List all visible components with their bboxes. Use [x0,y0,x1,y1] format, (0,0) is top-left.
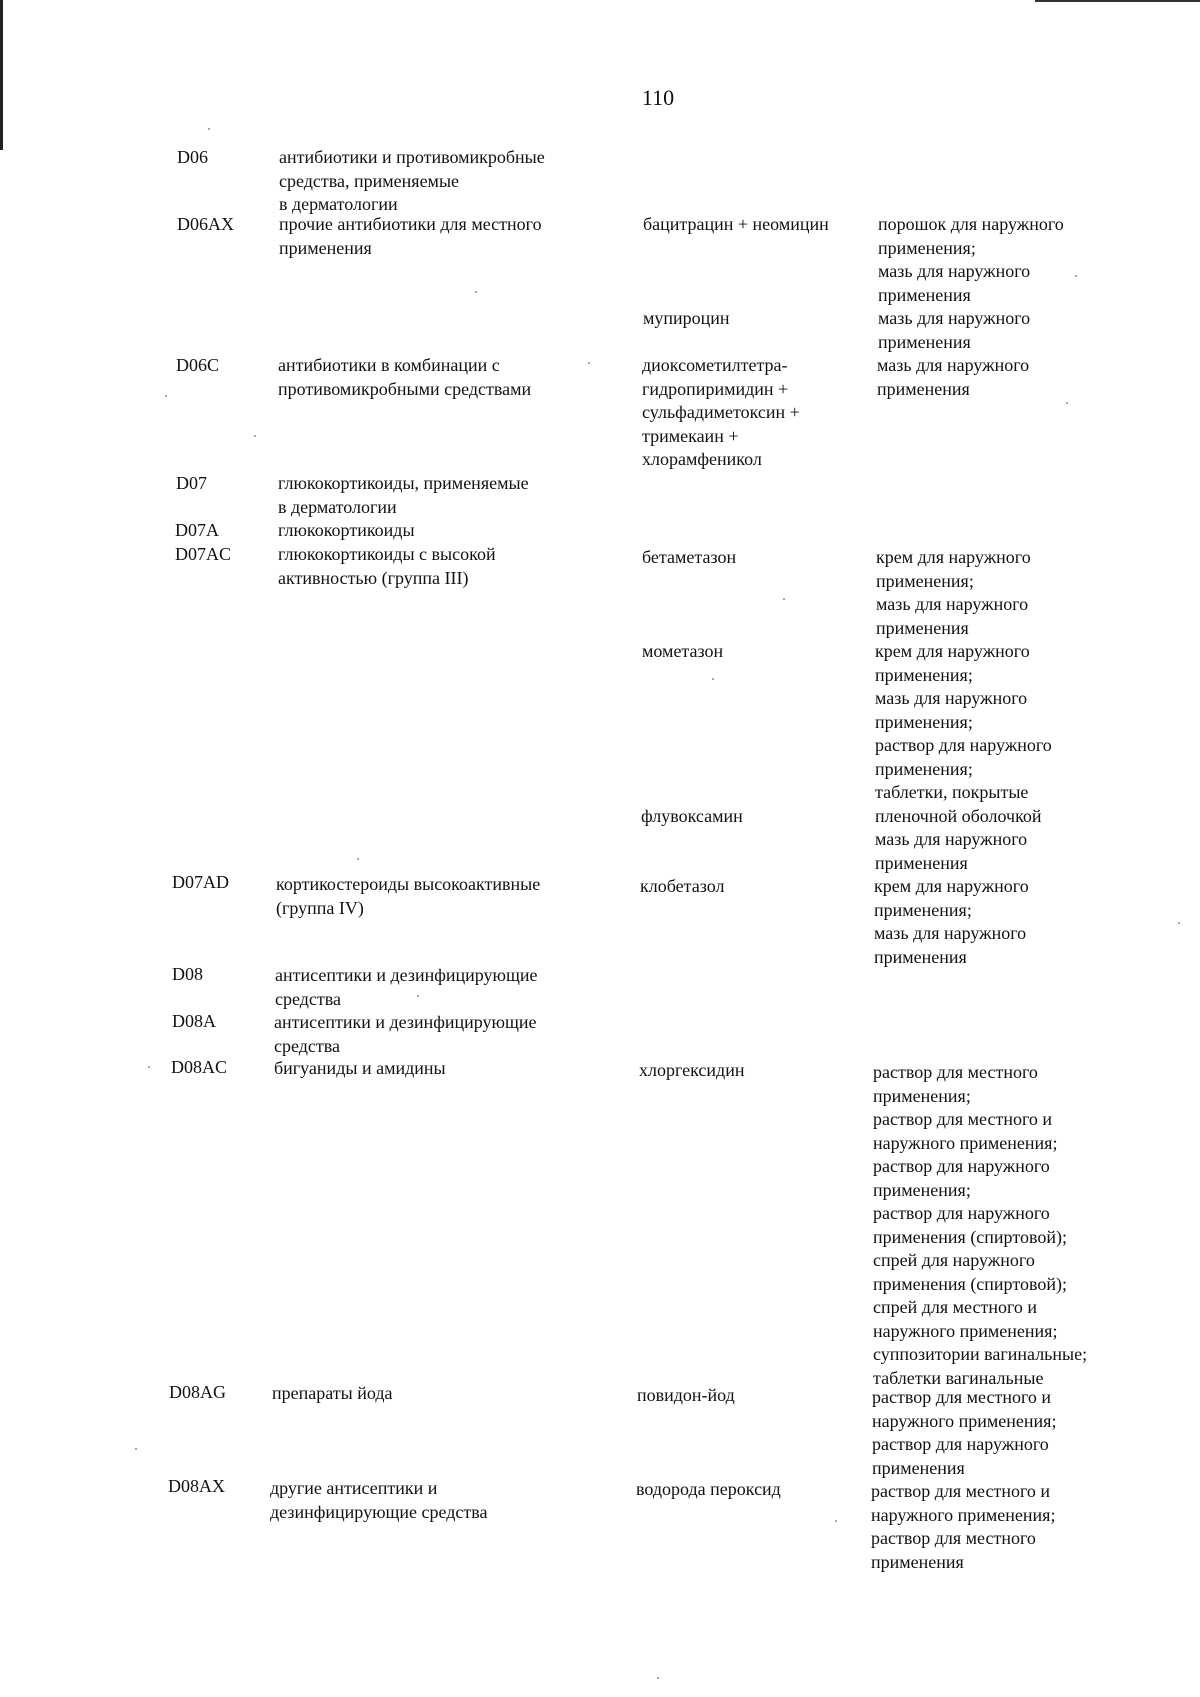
dosage-form-line: крем для наружного [876,547,1031,567]
atc-code: D07AD [172,872,229,892]
scan-speck [783,598,785,600]
dosage-form-line: пленочной оболочкой [875,805,1042,826]
group-name-line: активностью (группа III) [278,567,469,588]
scan-speck [712,678,714,680]
drug-name [642,354,852,472]
dosage-form-line: применения [874,946,967,967]
group-name-line: средства [274,1035,341,1056]
drug-name-line: тримекаин + [642,425,739,446]
group-name-line: глюкокортикоиды, применяемые [278,473,529,493]
dosage-form-line: раствор для наружного [873,1203,1050,1223]
scan-speck [254,435,256,437]
drug-name [643,307,853,331]
dosage-forms [873,1061,1123,1390]
drug-name-line: мометазон [642,641,724,661]
dosage-form-line: раствор для местного и [872,1387,1052,1407]
drug-name-line: хлорамфеникол [642,449,762,469]
group-name [274,1057,594,1081]
dosage-form-line: применения; [873,1085,971,1106]
scan-speck [165,395,167,397]
drug-name [637,1384,847,1408]
scan-speck [357,858,359,860]
atc-code: D06AX [177,214,234,234]
dosage-form-line: применения; [875,664,973,685]
dosage-forms [878,213,1128,307]
group-name-line: дезинфицирующие средства [270,1501,488,1522]
group-name-line: антибиотики в комбинации с [278,355,500,375]
dosage-form-line: применения [878,331,971,352]
atc-code: D06C [176,355,220,375]
dosage-form-line: мазь для наружного [878,261,1031,281]
group-name-line: препараты йода [272,1383,393,1403]
group-name-line: другие антисептики и [270,1478,438,1498]
drug-name-line: водорода пероксид [636,1479,781,1499]
group-name-line: в дерматологии [279,194,398,214]
group-name [276,873,596,920]
group-name [278,543,598,590]
group-name [279,213,599,260]
group-name [279,146,599,217]
atc-code: D08AX [168,1476,225,1496]
group-name-line: (группа IV) [276,897,364,918]
dosage-form-line: наружного применения; [873,1132,1058,1153]
group-name [278,354,598,401]
group-name-line: средства [275,988,342,1009]
dosage-form-line: порошок для наружного [878,214,1064,234]
atc-code: D07A [175,520,219,540]
dosage-form-line: мазь для наружного [875,688,1028,708]
atc-code: D08AC [171,1057,228,1077]
dosage-form-line: спрей для местного и [873,1297,1038,1317]
dosage-form-line: применения; [878,237,976,258]
group-name [270,1477,590,1524]
scan-speck [135,1448,137,1450]
dosage-forms [875,828,1125,875]
dosage-form-line: наружного применения; [872,1410,1057,1431]
group-name-line: антисептики и дезинфицирующие [274,1012,537,1032]
page-number: 110 [641,85,675,110]
group-name [278,519,598,543]
scan-edge-left [0,0,3,150]
dosage-forms [875,640,1125,828]
atc-code: D08 [172,964,203,984]
group-name-line: прочие антибиотики для местного [279,214,542,234]
scan-speck [148,1066,150,1068]
drug-name [643,213,853,237]
group-name-line: глюкокортикоиды [278,520,415,540]
dosage-form-line: наружного применения; [873,1320,1058,1341]
dosage-form-line: суппозитории вагинальные; [873,1344,1088,1364]
dosage-forms [874,875,1124,969]
atc-code: D07 [176,473,207,493]
scan-speck [208,128,210,130]
dosage-form-line: таблетки вагинальные [873,1367,1044,1388]
scan-speck [1178,922,1180,924]
scan-speck [835,1520,837,1522]
dosage-forms [878,307,1128,354]
atc-code: D06 [177,147,208,167]
dosage-form-line: мазь для наружного [876,594,1029,614]
dosage-form-line: раствор для местного [871,1528,1036,1548]
dosage-form-line: применения [875,852,968,873]
dosage-form-line: применения [872,1457,965,1478]
scan-speck [475,291,477,293]
group-name-line: кортикостероиды высокоактивные [276,874,541,894]
dosage-form-line: применения [878,284,971,305]
group-name-line: глюкокортикоиды с высокой [278,544,496,564]
drug-name-line: клобетазол [640,876,725,896]
group-name [275,964,595,1011]
drug-name-line: повидон-йод [637,1385,735,1405]
dosage-form-line: мазь для наружного [874,923,1027,943]
drug-name [639,1059,849,1083]
dosage-form-line: раствор для местного и [871,1481,1051,1501]
dosage-form-line: применения; [875,711,973,732]
dosage-form-line: применения [871,1551,964,1572]
scan-speck [417,995,419,997]
dosage-forms [876,546,1126,640]
group-name [272,1382,592,1406]
scan-speck [1075,275,1077,277]
dosage-form-line: спрей для наружного [873,1250,1035,1270]
dosage-form-line: применения; [876,570,974,591]
dosage-forms [872,1386,1122,1480]
dosage-form-line: применения; [875,758,973,779]
drug-name-line: диоксометилтетра- [642,355,788,375]
atc-code: D07AC [175,544,232,564]
dosage-form-line: раствор для наружного [875,735,1052,755]
dosage-form-line: применения [877,378,970,399]
dosage-forms [877,354,1127,401]
dosage-form-line: наружного применения; [871,1504,1056,1525]
group-name-line: антибиотики и противомикробные [279,147,545,167]
group-name [278,472,598,519]
scan-speck [1066,402,1068,404]
group-name [274,1011,594,1058]
drug-name-line: хлоргексидин [639,1060,745,1080]
drug-name [641,805,851,829]
drug-name-line: мупироцин [643,308,730,328]
dosage-form-line: применения [876,617,969,638]
atc-code: D08A [172,1011,216,1031]
drug-name-line: гидропиримидин + [642,378,789,399]
dosage-form-line: мазь для наружного [878,308,1031,328]
dosage-form-line: мазь для наружного [875,829,1028,849]
group-name-line: бигуаниды и амидины [274,1058,446,1078]
group-name-line: применения [279,237,372,258]
dosage-form-line: раствор для местного и [873,1109,1053,1129]
dosage-form-line: применения (спиртовой); [873,1273,1067,1294]
dosage-form-line: раствор для местного [873,1062,1038,1082]
drug-name-line: сульфадиметоксин + [642,402,800,422]
drug-name [642,640,852,664]
drug-name-line: бетаметазон [642,547,737,567]
scan-edge-top [1035,0,1200,2]
dosage-form-line: применения (спиртовой); [873,1226,1067,1247]
dosage-form-line: раствор для наружного [873,1156,1050,1176]
drug-name [640,875,850,899]
dosage-form-line: применения; [873,1179,971,1200]
drug-name-line: флувоксамин [641,806,743,826]
drug-name-line: бацитрацин + неомицин [643,214,829,234]
dosage-form-line: применения; [874,899,972,920]
group-name-line: противомикробными средствами [278,378,532,399]
dosage-form-line: крем для наружного [874,876,1029,896]
atc-code: D08AG [169,1382,226,1402]
group-name-line: средства, применяемые [279,170,460,191]
scan-speck [657,1677,659,1679]
dosage-form-line: крем для наружного [875,641,1030,661]
drug-name [636,1478,846,1502]
dosage-form-line: раствор для наружного [872,1434,1049,1454]
dosage-forms [871,1480,1121,1574]
dosage-form-line: мазь для наружного [877,355,1030,375]
dosage-form-line: таблетки, покрытые [875,782,1029,802]
scan-speck [588,362,590,364]
group-name-line: антисептики и дезинфицирующие [275,965,538,985]
drug-name [642,546,852,570]
group-name-line: в дерматологии [278,496,397,517]
